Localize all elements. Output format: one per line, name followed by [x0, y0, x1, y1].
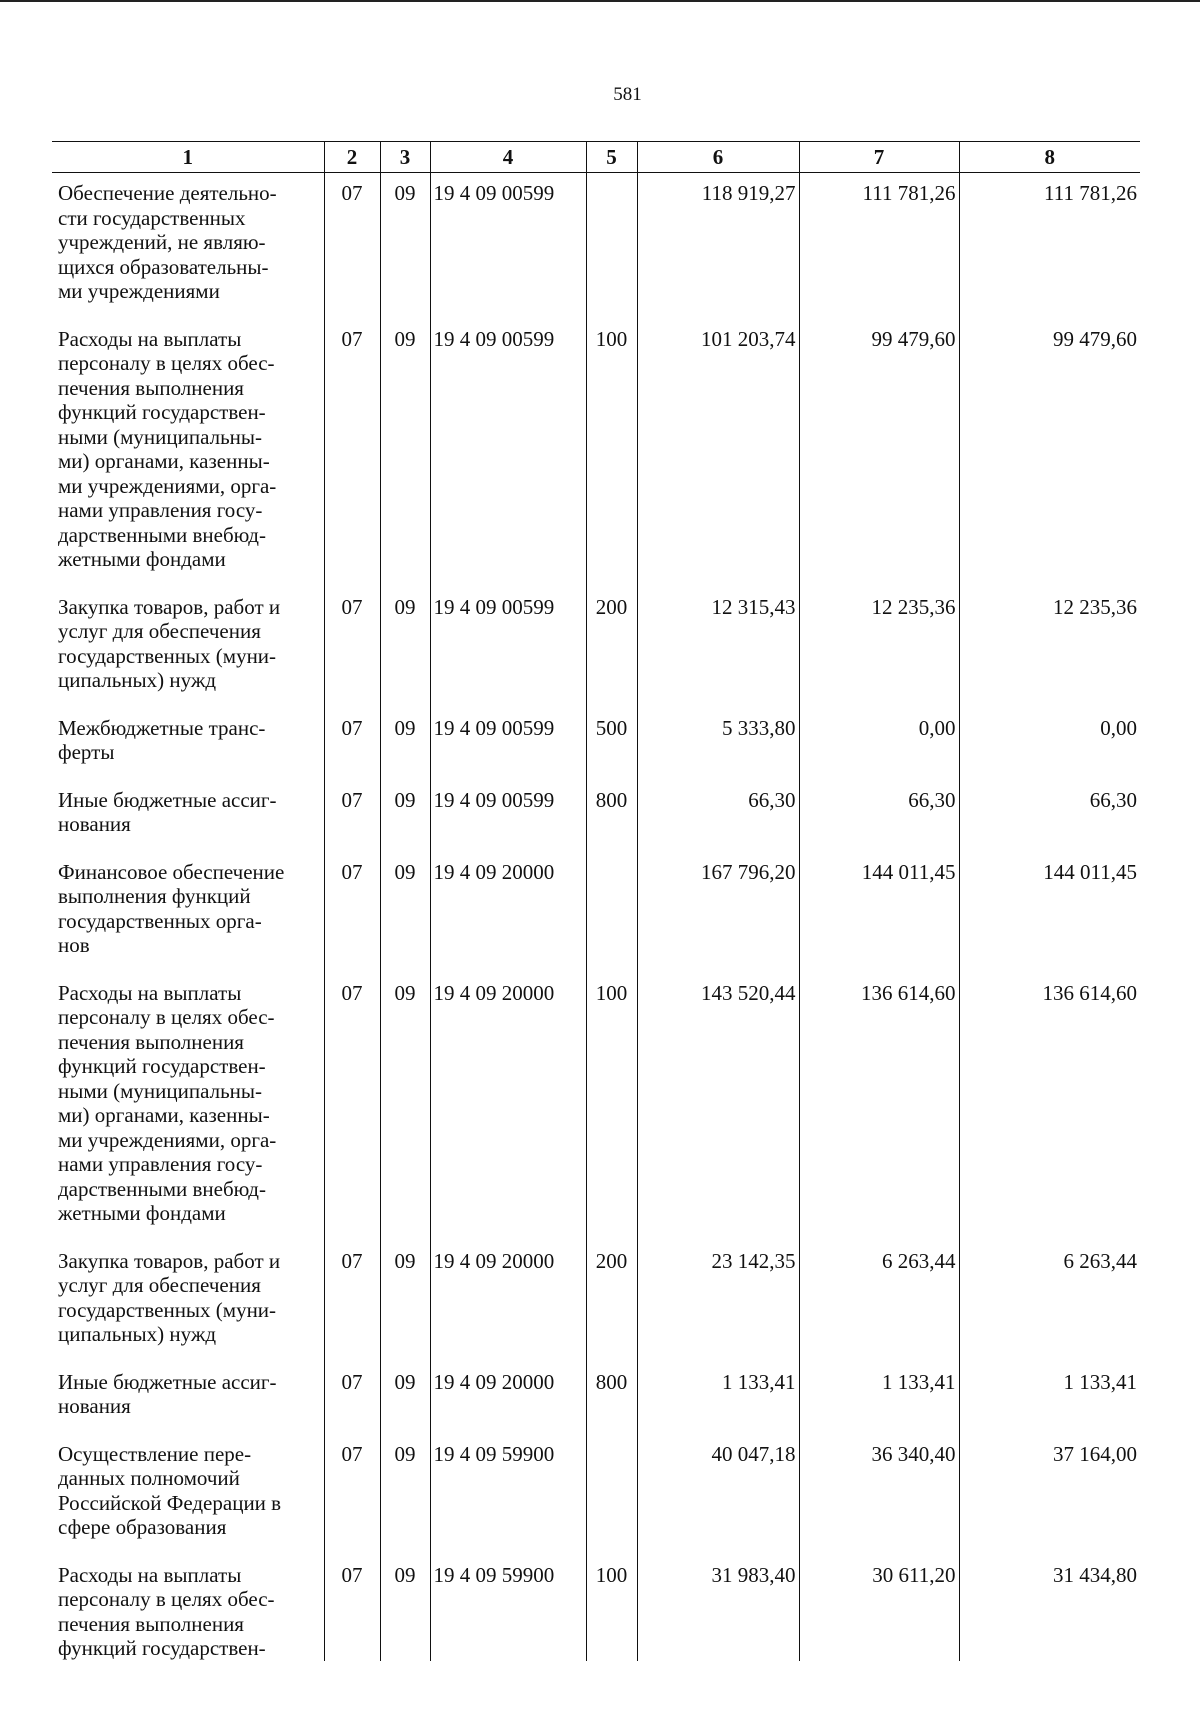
- amount-col-7: 30 611,20: [799, 1555, 959, 1661]
- subsection-code: 09: [380, 780, 430, 852]
- description-line: ферты: [58, 740, 115, 764]
- amount-col-7: 0,00: [799, 708, 959, 780]
- top-border-line: [0, 0, 1200, 2]
- description-line: печения выполнения: [58, 1611, 244, 1636]
- description-line: ми) органами, казенны-: [58, 1103, 270, 1127]
- description-line: нов: [58, 933, 90, 957]
- amount-col-8: 31 434,80: [959, 1555, 1140, 1661]
- table-row: [52, 1241, 1140, 1362]
- amount-col-8: 136 614,60: [959, 973, 1140, 1241]
- amount-col-8: 111 781,26: [959, 173, 1140, 319]
- expense-type-code: 100: [586, 1555, 637, 1661]
- amount-col-6: 1 133,41: [637, 1362, 799, 1434]
- amount-col-7: 144 011,45: [799, 852, 959, 973]
- page-number: 581: [613, 84, 642, 105]
- amount-col-7: 6 263,44: [799, 1241, 959, 1362]
- amount-col-8: 1 133,41: [959, 1362, 1140, 1434]
- subsection-code: 09: [380, 1555, 430, 1661]
- amount-col-6: 143 520,44: [637, 973, 799, 1241]
- column-header-7: 7: [799, 142, 959, 173]
- table-row: [52, 708, 1140, 780]
- amount-col-7: 36 340,40: [799, 1434, 959, 1555]
- subsection-code: 09: [380, 587, 430, 708]
- description-line: выполнения функций: [58, 884, 251, 908]
- description-line: государственных (муни-: [58, 643, 277, 668]
- target-article-code: 19 4 09 20000: [430, 1241, 586, 1362]
- description-line: ми учреждениями: [58, 279, 220, 303]
- section-code: 07: [324, 708, 380, 780]
- description-line: нования: [58, 812, 131, 836]
- section-code: 07: [324, 973, 380, 1241]
- section-code: 07: [324, 1555, 380, 1661]
- table-row: [52, 1434, 1140, 1555]
- table-row: [52, 587, 1140, 708]
- target-article-code: 19 4 09 00599: [430, 587, 586, 708]
- column-header-2: 2: [324, 142, 380, 173]
- description-line: персоналу в целях обес-: [58, 1587, 275, 1611]
- description-line: Закупка товаров, работ и: [58, 1248, 281, 1273]
- table-row: [52, 173, 1140, 319]
- column-header-3: 3: [380, 142, 430, 173]
- section-code: 07: [324, 780, 380, 852]
- target-article-code: 19 4 09 20000: [430, 1362, 586, 1434]
- description-line: Межбюджетные транс-: [58, 715, 266, 740]
- column-header-6: 6: [637, 142, 799, 173]
- amount-col-8: 12 235,36: [959, 587, 1140, 708]
- target-article-code: 19 4 09 59900: [430, 1434, 586, 1555]
- description-line: государственных (муни-: [58, 1297, 277, 1322]
- amount-col-6: 118 919,27: [637, 173, 799, 319]
- description-line: персоналу в целях обес-: [58, 1005, 275, 1029]
- row-description: [52, 780, 324, 852]
- description-line: дарственными внебюд-: [58, 1176, 266, 1201]
- description-line: щихся образовательны-: [58, 254, 269, 279]
- table-header: [52, 142, 1140, 173]
- row-description: [52, 1434, 324, 1555]
- description-line: данных полномочий: [58, 1466, 240, 1490]
- table-row: [52, 973, 1140, 1241]
- target-article-code: 19 4 09 00599: [430, 319, 586, 587]
- amount-col-6: 5 333,80: [637, 708, 799, 780]
- section-code: 07: [324, 1434, 380, 1555]
- subsection-code: 09: [380, 852, 430, 973]
- description-line: ми учреждениями, орга-: [58, 473, 277, 498]
- description-line: учреждений, не являю-: [58, 230, 266, 254]
- row-description: [52, 319, 324, 587]
- amount-col-7: 1 133,41: [799, 1362, 959, 1434]
- amount-col-6: 66,30: [637, 780, 799, 852]
- amount-col-6: 40 047,18: [637, 1434, 799, 1555]
- row-description: [52, 708, 324, 780]
- description-line: услуг для обеспечения: [58, 619, 261, 643]
- expense-type-code: 800: [586, 780, 637, 852]
- column-header-1: 1: [52, 142, 324, 173]
- section-code: 07: [324, 319, 380, 587]
- target-article-code: 19 4 09 20000: [430, 852, 586, 973]
- row-description: [52, 1555, 324, 1661]
- description-line: Российской Федерации в: [58, 1490, 282, 1515]
- subsection-code: 09: [380, 1362, 430, 1434]
- amount-col-7: 136 614,60: [799, 973, 959, 1241]
- amount-col-7: 111 781,26: [799, 173, 959, 319]
- table-row: [52, 1362, 1140, 1434]
- table-row: [52, 319, 1140, 587]
- description-line: государственных орга-: [58, 908, 262, 933]
- row-description: [52, 852, 324, 973]
- description-line: функций государствен-: [58, 1636, 266, 1660]
- target-article-code: 19 4 09 00599: [430, 780, 586, 852]
- column-header-4: 4: [430, 142, 586, 173]
- amount-col-8: 0,00: [959, 708, 1140, 780]
- amount-col-6: 23 142,35: [637, 1241, 799, 1362]
- description-line: печения выполнения: [58, 1029, 244, 1054]
- amount-col-8: 99 479,60: [959, 319, 1140, 587]
- expense-type-code: 800: [586, 1362, 637, 1434]
- row-description: [52, 1241, 324, 1362]
- description-line: жетными фондами: [58, 547, 226, 571]
- description-line: Обеспечение деятельно-: [58, 181, 277, 205]
- target-article-code: 19 4 09 00599: [430, 173, 586, 319]
- amount-col-6: 101 203,74: [637, 319, 799, 587]
- expense-type-code: 100: [586, 973, 637, 1241]
- subsection-code: 09: [380, 708, 430, 780]
- row-description: [52, 587, 324, 708]
- description-line: Закупка товаров, работ и: [58, 594, 281, 619]
- description-line: функций государствен-: [58, 400, 266, 424]
- column-header-5: 5: [586, 142, 637, 173]
- description-line: печения выполнения: [58, 375, 244, 400]
- description-line: Расходы на выплаты: [58, 326, 242, 351]
- description-line: дарственными внебюд-: [58, 522, 266, 547]
- description-line: персоналу в целях обес-: [58, 351, 275, 375]
- description-line: жетными фондами: [58, 1201, 226, 1225]
- description-line: Расходы на выплаты: [58, 1562, 242, 1587]
- subsection-code: 09: [380, 319, 430, 587]
- budget-table: [52, 141, 1140, 1661]
- amount-col-8: 144 011,45: [959, 852, 1140, 973]
- description-line: ципальных) нужд: [58, 1322, 217, 1346]
- expense-type-code: [586, 173, 637, 319]
- expense-type-code: 200: [586, 1241, 637, 1362]
- section-code: 07: [324, 1241, 380, 1362]
- target-article-code: 19 4 09 59900: [430, 1555, 586, 1661]
- amount-col-7: 12 235,36: [799, 587, 959, 708]
- row-description: [52, 1362, 324, 1434]
- amount-col-8: 6 263,44: [959, 1241, 1140, 1362]
- expense-type-code: [586, 1434, 637, 1555]
- subsection-code: 09: [380, 1434, 430, 1555]
- subsection-code: 09: [380, 173, 430, 319]
- description-line: ми учреждениями, орга-: [58, 1127, 277, 1152]
- description-line: сти государственных: [58, 205, 246, 230]
- amount-col-8: 37 164,00: [959, 1434, 1140, 1555]
- table-row: [52, 852, 1140, 973]
- expense-type-code: 500: [586, 708, 637, 780]
- expense-type-code: 200: [586, 587, 637, 708]
- amount-col-6: 12 315,43: [637, 587, 799, 708]
- description-line: Осуществление пере-: [58, 1441, 252, 1466]
- row-description: [52, 973, 324, 1241]
- description-line: нования: [58, 1394, 131, 1418]
- amount-col-6: 167 796,20: [637, 852, 799, 973]
- column-header-8: 8: [959, 142, 1140, 173]
- target-article-code: 19 4 09 20000: [430, 973, 586, 1241]
- section-code: 07: [324, 1362, 380, 1434]
- description-line: нами управления госу-: [58, 1152, 263, 1176]
- description-line: ципальных) нужд: [58, 668, 217, 692]
- table-row: [52, 1555, 1140, 1661]
- header-row: [52, 142, 1140, 173]
- expense-type-code: 100: [586, 319, 637, 587]
- row-description: [52, 173, 324, 319]
- section-code: 07: [324, 173, 380, 319]
- description-line: ными (муниципальны-: [58, 1078, 263, 1103]
- target-article-code: 19 4 09 00599: [430, 708, 586, 780]
- description-line: ми) органами, казенны-: [58, 449, 270, 473]
- description-line: сфере образования: [58, 1515, 227, 1539]
- amount-col-7: 99 479,60: [799, 319, 959, 587]
- section-code: 07: [324, 852, 380, 973]
- description-line: Иные бюджетные ассиг-: [58, 1369, 277, 1394]
- subsection-code: 09: [380, 1241, 430, 1362]
- amount-col-6: 31 983,40: [637, 1555, 799, 1661]
- amount-col-7: 66,30: [799, 780, 959, 852]
- expense-type-code: [586, 852, 637, 973]
- description-line: услуг для обеспечения: [58, 1273, 261, 1297]
- amount-col-8: 66,30: [959, 780, 1140, 852]
- description-line: нами управления госу-: [58, 498, 263, 522]
- section-code: 07: [324, 587, 380, 708]
- description-line: функций государствен-: [58, 1054, 266, 1078]
- description-line: Иные бюджетные ассиг-: [58, 787, 277, 812]
- description-line: ными (муниципальны-: [58, 424, 263, 449]
- description-line: Финансовое обеспечение: [58, 859, 285, 884]
- subsection-code: 09: [380, 973, 430, 1241]
- description-line: Расходы на выплаты: [58, 980, 242, 1005]
- table-row: [52, 780, 1140, 852]
- table-body: [52, 173, 1140, 1661]
